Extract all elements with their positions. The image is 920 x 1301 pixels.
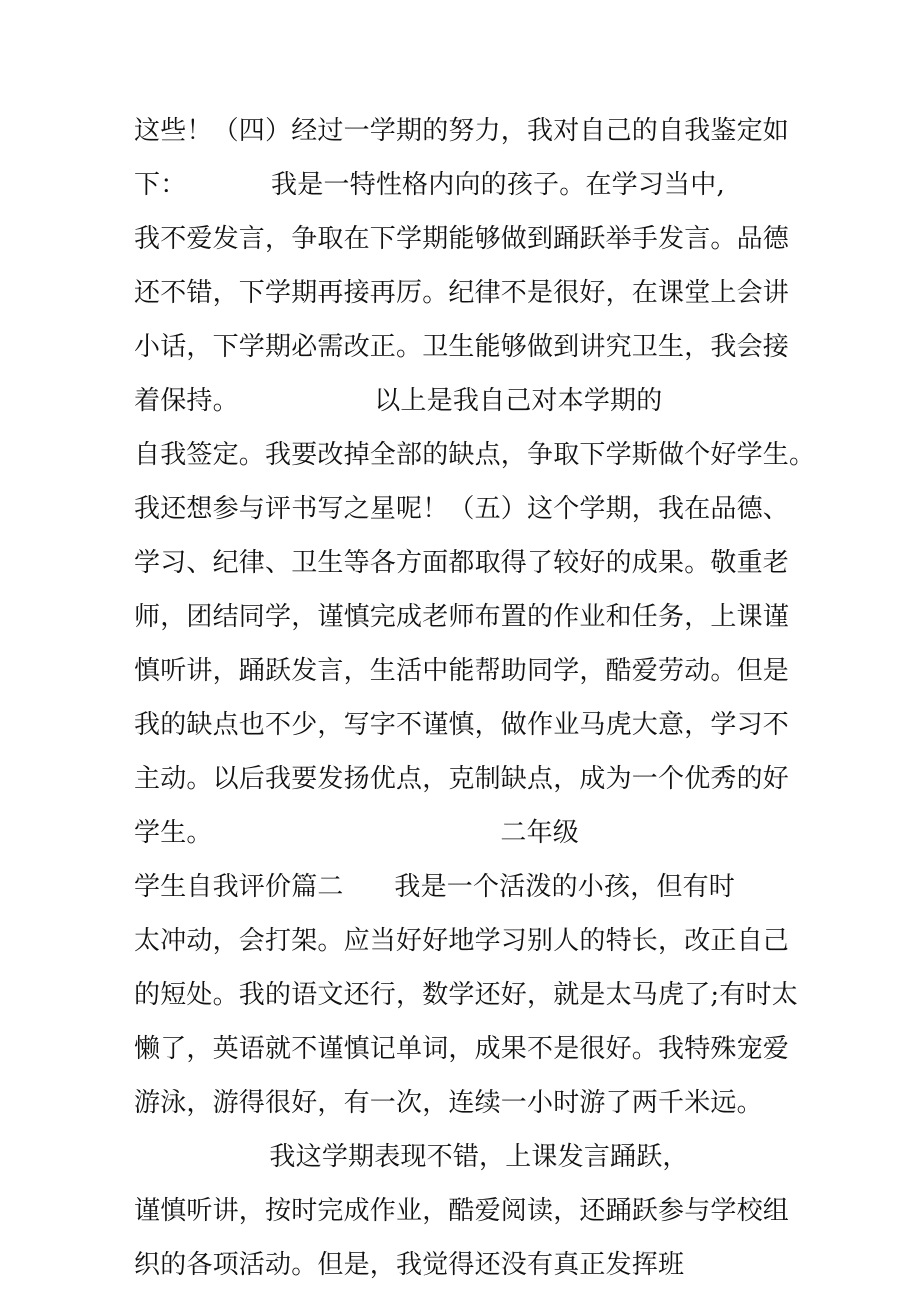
text-line: 的短处。我的语文还行，数学还好，就是太马虎了;有时太	[134, 980, 798, 1010]
text-line: 慎听讲，踊跃发言，生活中能帮助同学，酷爱劳动。但是	[134, 656, 790, 686]
text-line: 学习、纪律、卫生等各方面都取得了较好的成果。敬重老	[134, 548, 790, 578]
text-line: 谨慎听讲，按时完成作业，酷爱阅读，还踊跃参与学校组	[134, 1196, 790, 1226]
text-line: 我的缺点也不少，写字不谨慎，做作业马虎大意，学习不	[134, 710, 790, 740]
text-line: 学生。 二年级	[134, 818, 579, 848]
text-line: 太冲动，会打架。应当好好地学习别人的特长，改正自己	[134, 926, 790, 956]
text-line: 织的各项活动。但是，我觉得还没有真正发挥班	[134, 1250, 685, 1280]
text-line: 主动。以后我要发扬优点，克制缺点，成为一个优秀的好	[134, 764, 790, 794]
text-line: 这些！（四）经过一学期的努力，我对自己的自我鉴定如	[134, 116, 790, 146]
text-line: 我不爱发言，争取在下学期能够做到踊跃举手发言。品德	[134, 224, 790, 254]
text-line: 着保持。 以上是我自己对本学期的	[134, 386, 663, 416]
text-line: 自我签定。我要改掉全部的缺点，争取下学斯做个好学生。	[134, 440, 816, 470]
text-line: 下： 我是一特性格内向的孩子。在学习当中,	[134, 170, 725, 200]
text-line: 小话，下学期必需改正。卫生能够做到讲究卫生，我会接	[134, 332, 790, 362]
text-line: 师，团结同学，谨慎完成老师布置的作业和任务，上课谨	[134, 602, 790, 632]
text-line: 懒了，英语就不谨慎记单词，成果不是很好。我特殊宠爱	[134, 1034, 790, 1064]
text-line: 我还想参与评书写之星呢！（五）这个学期，我在品德、	[134, 494, 790, 524]
text-line: 还不错，下学期再接再厉。纪律不是很好，在课堂上会讲	[134, 278, 790, 308]
text-line: 我这学期表现不错，上课发言踊跃，	[134, 1142, 689, 1172]
text-line: 游泳，游得很好，有一次，连续一小时游了两千米远。	[134, 1088, 763, 1118]
body-text	[134, 108, 814, 1296]
text-line: 学生自我评价篇二 我是一个活泼的小孩，但有时	[134, 872, 735, 902]
